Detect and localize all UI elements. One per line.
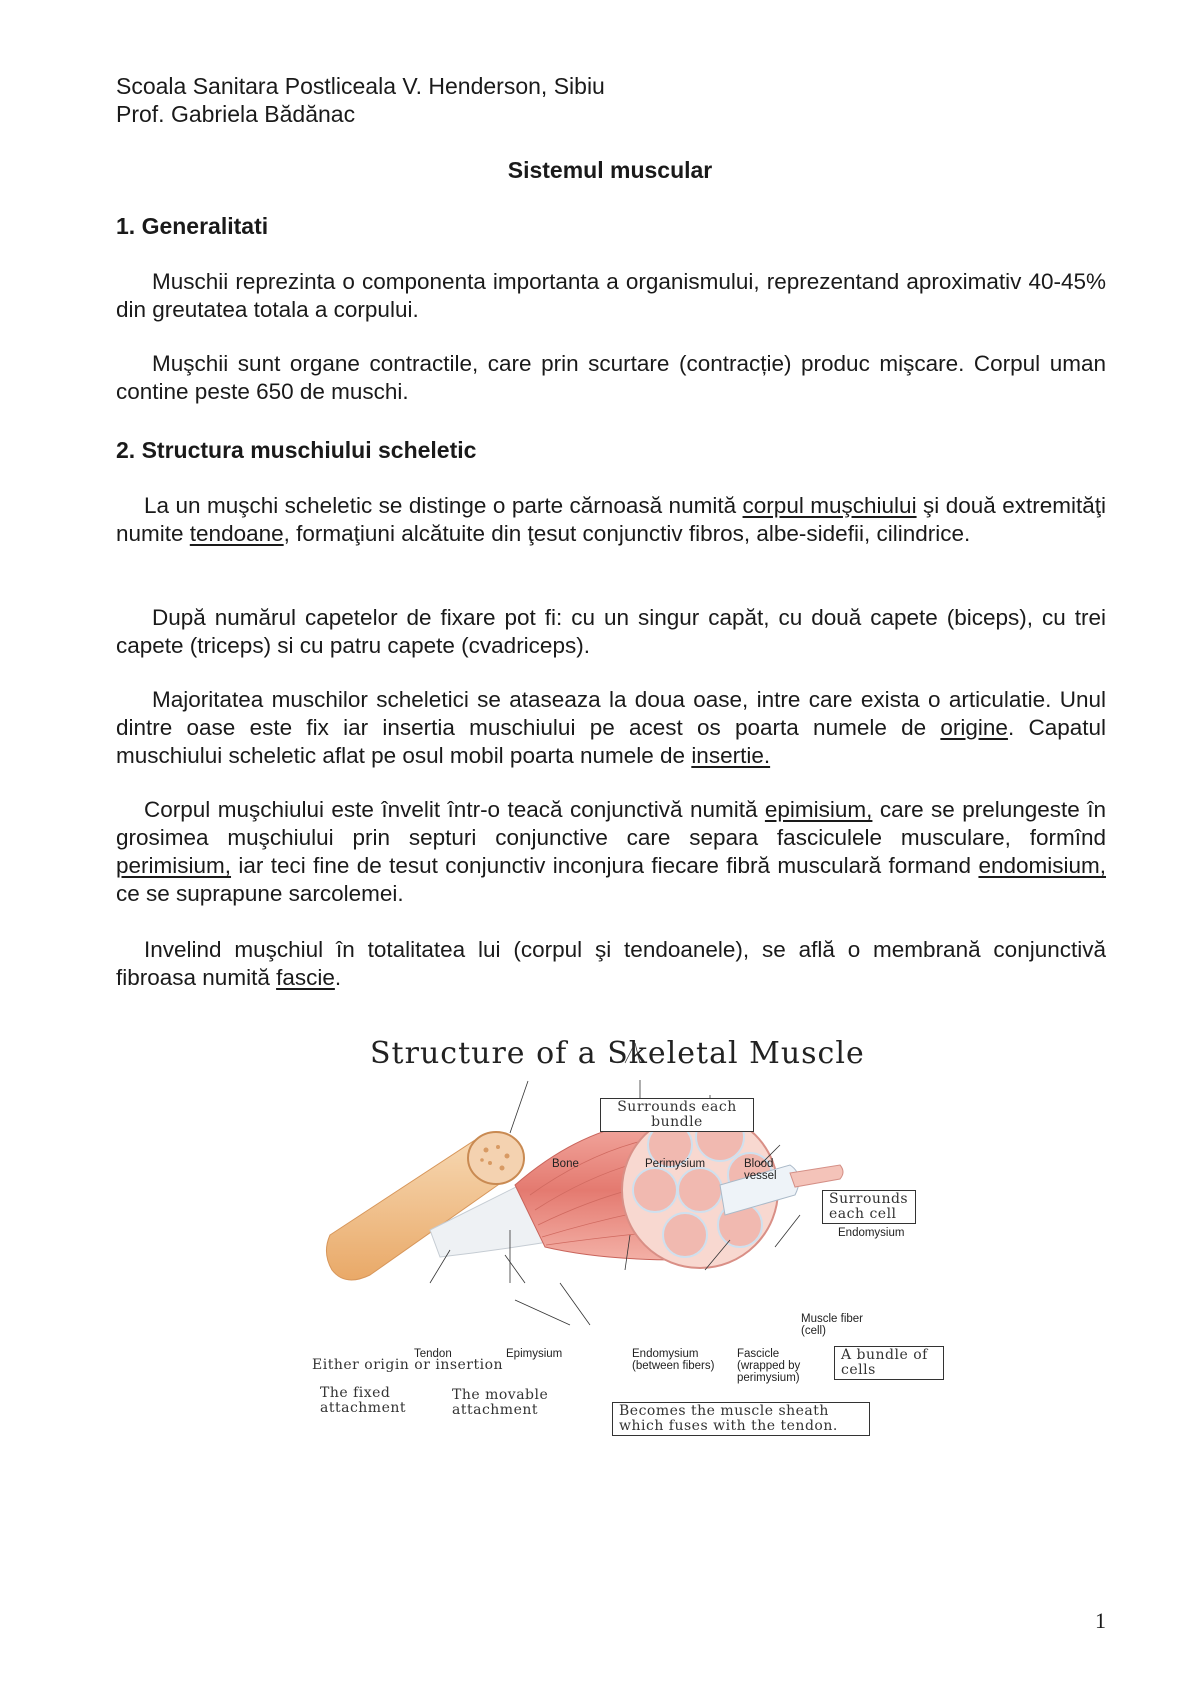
label-movable-attachment: The movable attachment (452, 1387, 549, 1418)
label-bundle-of-cells: A bundle of cells (834, 1346, 944, 1380)
label-endomysium: Endomysium (838, 1227, 905, 1239)
section-heading-generalitati: 1. Generalitati (116, 213, 269, 239)
label-blood-vessel: Blood vessel (744, 1158, 777, 1182)
paragraph-1: Muschii reprezinta o componenta importanta a organismului, reprezentand aproximativ 40-45% din greutatea totala a corpului. (116, 269, 1106, 322)
bone-end-shape (468, 1132, 524, 1184)
label-endomysium-between-fibers: Endomysium (between fibers) (632, 1348, 715, 1372)
term-fascie: fascie (276, 965, 335, 990)
term-origine: origine (940, 715, 1008, 740)
label-epimysium: Epimysium (506, 1348, 563, 1360)
label-fascicle: Fascicle (wrapped by perimysium) (737, 1348, 801, 1384)
section-heading-structura: 2. Structura muschiului scheletic (116, 437, 477, 463)
figure-title: Structure of a Skeletal Muscle (370, 1036, 865, 1071)
label-surrounds-each-bundle: Surrounds each bundle (600, 1098, 754, 1132)
paragraph-5: Majoritatea muschilor scheletici se ataseaza la doua oase, intre care exista o articulatie. Unul dintre oase este fix iar insertia muschiului pe acest os poarta numele de origine. Capatul muschiului scheletic aflat pe osul mobil poarta numele de insertie. (116, 687, 1106, 768)
paragraph-3: La un muşchi scheletic se distinge o parte cărnoasă numită corpul muşchiului şi două extremităţi numite tendoane, formaţiuni alcătuite din ţesut conjunctiv fibros, albe-sidefii, cilindrice. (116, 493, 1106, 546)
term-perimisium: perimisium, (116, 853, 232, 878)
paragraph-4: După numărul capetelor de fixare pot fi: cu un singur capăt, cu două capete (biceps), cu trei capete (triceps) si cu patru capete (cvadriceps). (116, 605, 1106, 658)
term-epimisium: epimisium, (764, 797, 873, 822)
page-number: 1 (1095, 1608, 1106, 1633)
school-name: Scoala Sanitara Postliceala V. Henderson, Sibiu (116, 73, 605, 99)
label-surrounds-each-cell: Surrounds each cell (822, 1190, 916, 1224)
muscle-fiber-shape (790, 1165, 843, 1187)
label-perimysium: Perimysium (645, 1158, 706, 1170)
label-fixed-attachment: The fixed attachment (320, 1385, 407, 1416)
term-tendoane: tendoane (189, 521, 284, 546)
term-insertie: insertie. (691, 743, 771, 768)
label-origin-or-insertion: Either origin or insertion (312, 1357, 504, 1373)
label-muscle-fiber: Muscle fiber (cell) (801, 1313, 863, 1337)
label-tendon: Tendon (414, 1348, 452, 1360)
label-muscle-sheath: Becomes the muscle sheath which fuses with the tendon. (612, 1402, 870, 1436)
paragraph-7: Invelind muşchiul în totalitatea lui (corpul şi tendoanele), se află o membrană conjunctivă fibroasa numită fascie. (116, 937, 1106, 990)
term-endomisium: endomisium, (978, 853, 1106, 878)
paragraph-2: Muşchii sunt organe contractile, care prin scurtare (contracție) produc mişcare. Corpul uman contine peste 650 de muschi. (116, 351, 1106, 404)
document-title: Sistemul muscular (507, 157, 713, 183)
term-corpul-muschiului: corpul muşchiului (742, 493, 917, 518)
paragraph-6: Corpul muşchiului este învelit într-o teacă conjunctivă numită epimisium, care se prelungeste în grosimea muşchiului prin septuri conjunctive care separa fasciculele musculare, formînd perimisium, iar teci fine de tesut conjunctiv inconjura fiecare fibră musculară formand endomisium, ce se suprapune sarcolemei. (116, 797, 1107, 906)
teacher-name: Prof. Gabriela Bădănac (116, 101, 356, 127)
label-bone: Bone (552, 1158, 579, 1170)
